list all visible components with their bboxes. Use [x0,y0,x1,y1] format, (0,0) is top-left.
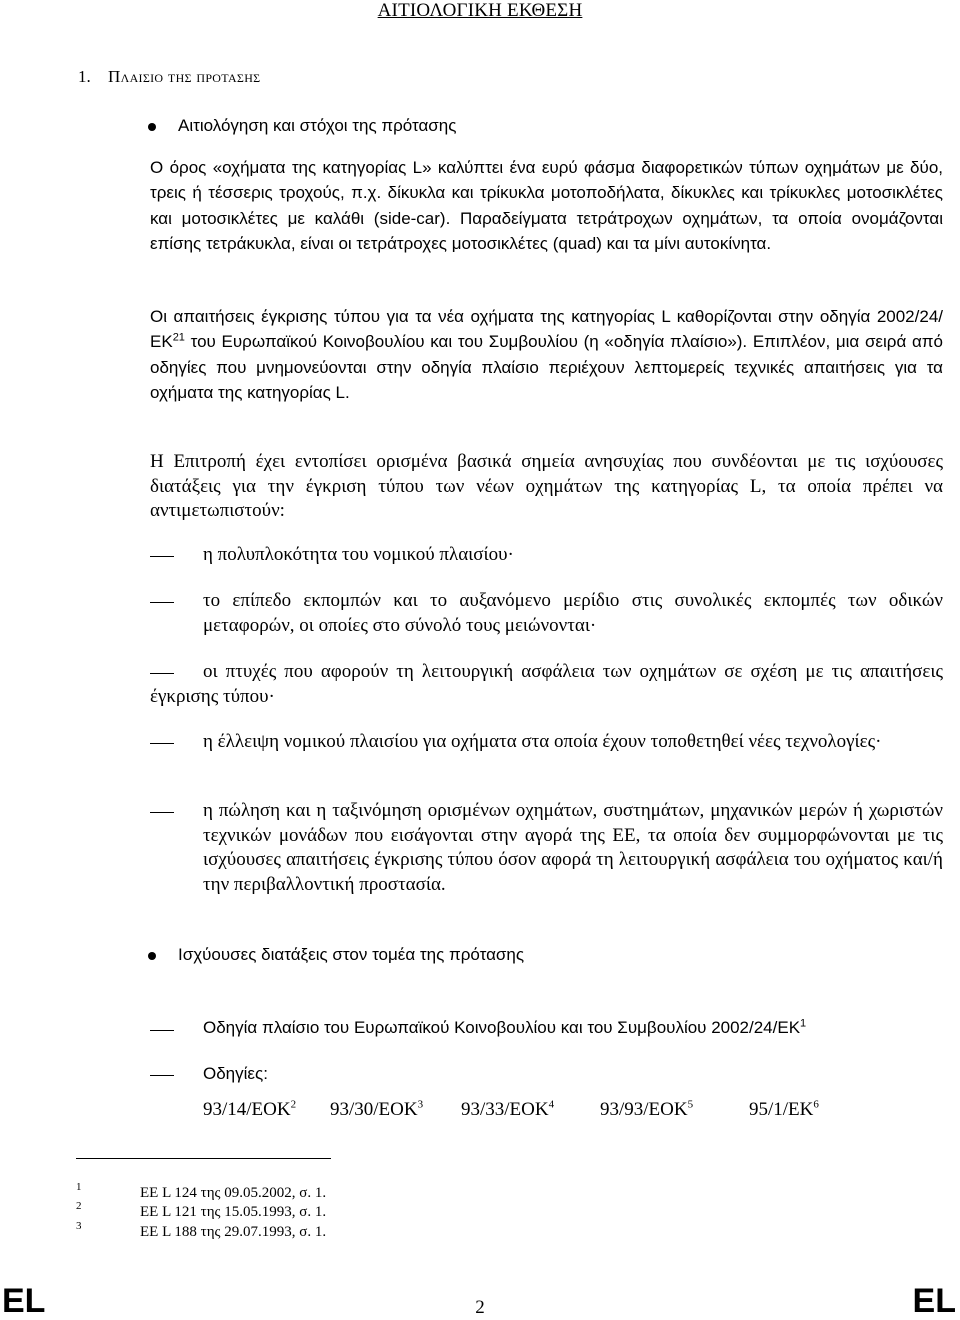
footnote-text: ΕΕ L 188 της 29.07.1993, σ. 1. [140,1224,327,1240]
section-heading [78,66,261,88]
directives-label: Οδηγίες: [203,1064,268,1083]
bullet-icon [148,952,156,960]
footer-language-left: EL [2,1282,46,1320]
paragraph-concerns-intro: Η Επιτροπή έχει εντοπίσει ορισμένα βασικά σημεία ανησυχίας που συνδέονται με τις ισχύουσες διατάξεις για την έγκριση τύπου των νέων οχημάτων της κατηγορίας L, τα οποία πρέπει να αντιμετωπιστούν: [150,451,943,521]
footnote-separator [76,1158,331,1159]
directive-item: 93/93/ΕΟΚ$^5$ [600,1098,694,1120]
bullet-heading-text: Ισχύουσες διατάξεις στον τομέα της πρότασης [178,945,525,964]
directives-list [203,1098,943,1124]
bullet-icon [148,123,156,131]
footnote-number: 3 [76,1220,82,1232]
directive-item: 93/14/ΕΟΚ$^2$ [203,1098,297,1120]
concern-item: η πώληση και η ταξινόμηση ορισμένων οχημάτων, συστημάτων, μηχανικών μερών ή χωριστών τεχνικών μονάδων που εισάγονται στην αγορά της ΕΕ, τα οποία δεν συμμορφώνονται με τις ισχύουσες απαιτήσεις έγκρισης τύπου όσον αφορά τη λειτουργική ασφάλεια του οχήματος και/ή την περιβαλλοντική προστασία. [203,800,943,895]
footnote-text: ΕΕ L 124 της 09.05.2002, σ. 1. [140,1185,327,1201]
bullet-heading-text: Αιτιολόγηση και στόχοι της πρότασης [178,116,457,135]
footnote-text: ΕΕ L 121 της 15.05.1993, σ. 1. [140,1204,327,1220]
section-number: 1. [78,67,91,86]
dash-icon [150,812,174,813]
dash-icon [150,1075,174,1076]
paragraph-requirements [150,304,943,405]
page-number: 2 [475,1297,485,1318]
directive-item: 93/30/ΕΟΚ$^3$ [330,1098,424,1120]
directive-item: $95/1/EK^6$ [749,1098,819,1120]
concern-item: το επίπεδο εκπομπών και το αυξανόμενο μερίδιο στις συνολικές εκπομπές των οδικών μεταφορών, οι οποίες στο σύνολό τους μειώνονται· [203,590,943,636]
framework-directive-text: Οδηγία πλαίσιο του Ευρωπαϊκού Κοινοβουλίου και του Συμβουλίου 2002/24/ΕΚ [203,1018,801,1037]
framework-directive [203,1016,806,1040]
para2-text-b: του Ευρωπαϊκού Κοινοβουλίου και του Συμβουλίου (η «οδηγία πλαίσιο»). Επιπλέον, μια σειρά από οδηγίες που μνημονεύονται στην οδηγία πλαίσιο περιέχουν λεπτομερείς τεχνικές απαιτήσεις για τα οχήματα της κατηγορίας L. [150,332,943,402]
footnote-number: 2 [76,1200,82,1212]
dash-icon [150,556,174,557]
footnote-ref: 21 [172,331,185,344]
dash-icon [150,1030,174,1031]
bullet-heading-provisions [178,943,524,967]
dash-icon [150,602,174,603]
para2-text-a: Οι απαιτήσεις έγκρισης τύπου για τα νέα οχήματα της κατηγορίας L καθορίζονται στην οδηγία 2002/24/ΕΚ [150,307,943,352]
footnote-number: 1 [76,1181,82,1193]
directive-item: 93/33/ΕΟΚ$^4$ [461,1098,555,1120]
concern-item: η πολυπλοκότητα του νομικού πλαισίου· [203,544,514,565]
section-title: Πλαισιο της προτασης [108,67,261,86]
concern-item: η έλλειψη νομικού πλαισίου για οχήματα στα οποία έχουν τοποθετηθεί νέες τεχνολογίες· [203,731,882,752]
footnote-ref: 1 [800,1017,807,1030]
bullet-heading-justification [178,114,456,138]
document-title: ΑΙΤΙΟΛΟΓΙΚΗ ΕΚΘΕΣΗ [377,0,583,21]
paragraph-definition: Ο όρος «οχήματα της κατηγορίας L» καλύπτει ένα ευρύ φάσμα διαφορετικών τύπων οχημάτων με δύο, τρεις ή τέσσερις τροχούς, π.χ. δίκυκλα και τρίκυκλα μοτοποδήλατα, δίκυκλες και τρίκυκλες μοτοσικλέτες και μοτοσικλέτες με καλάθι (side-car). Παραδείγματα τετράτροχων οχημάτων, τα οποία ονομάζονται επίσης τετράκυκλα, είναι οι τετράτροχες μοτοσικλέτες (quad) και τα μίνι αυτοκίνητα. [150,158,943,253]
footer-language-right: EL [912,1282,956,1320]
concern-item: οι πτυχές που αφορούν τη λειτουργική ασφάλεια των οχημάτων σε σχέση με τις απαιτήσεις έγκρισης τύπου· [150,661,943,707]
